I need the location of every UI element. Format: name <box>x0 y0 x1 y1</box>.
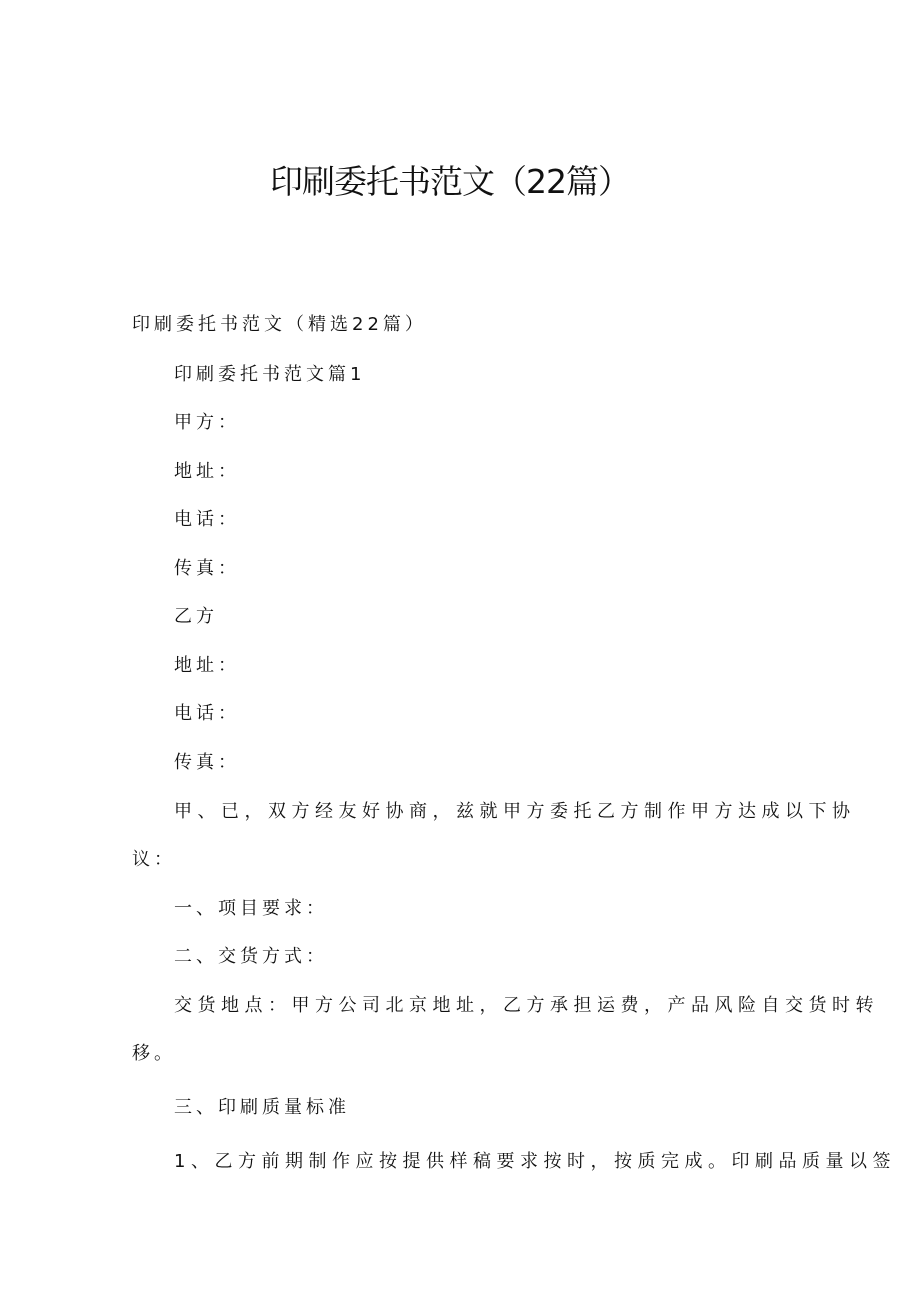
section-heading: 印刷委托书范文篇1 <box>174 364 366 385</box>
party-b-fax-label: 传真： <box>174 752 240 773</box>
party-a-address-label: 地址： <box>174 461 240 482</box>
party-b-address-label: 地址： <box>174 655 240 676</box>
party-a-label: 甲方： <box>174 412 240 433</box>
party-b-phone-label: 电话： <box>174 703 240 724</box>
clause-2-heading: 二、交货方式： <box>174 946 328 967</box>
party-a-fax-label: 传真： <box>174 558 240 579</box>
doc-subtitle: 印刷委托书范文（精选22篇） <box>132 314 427 335</box>
delivery-location-paragraph-cont: 移。 <box>132 1043 176 1064</box>
document-title: 印刷委托书范文（22篇） <box>270 162 630 201</box>
clause-3-heading: 三、印刷质量标准 <box>174 1097 350 1118</box>
party-a-phone-label: 电话： <box>174 509 240 530</box>
delivery-location-paragraph: 交货地点：甲方公司北京地址，乙方承担运费，产品风险自交货时转 <box>174 995 879 1016</box>
clause-1-heading: 一、项目要求： <box>174 898 328 919</box>
party-b-label: 乙方 <box>174 606 218 627</box>
agreement-intro-paragraph: 甲、已，双方经友好协商，兹就甲方委托乙方制作甲方达成以下协 <box>174 801 856 822</box>
quality-standard-paragraph: 1、乙方前期制作应按提供样稿要求按时，按质完成。印刷品质量以签 <box>174 1151 896 1172</box>
agreement-intro-paragraph-cont: 议： <box>132 849 176 870</box>
